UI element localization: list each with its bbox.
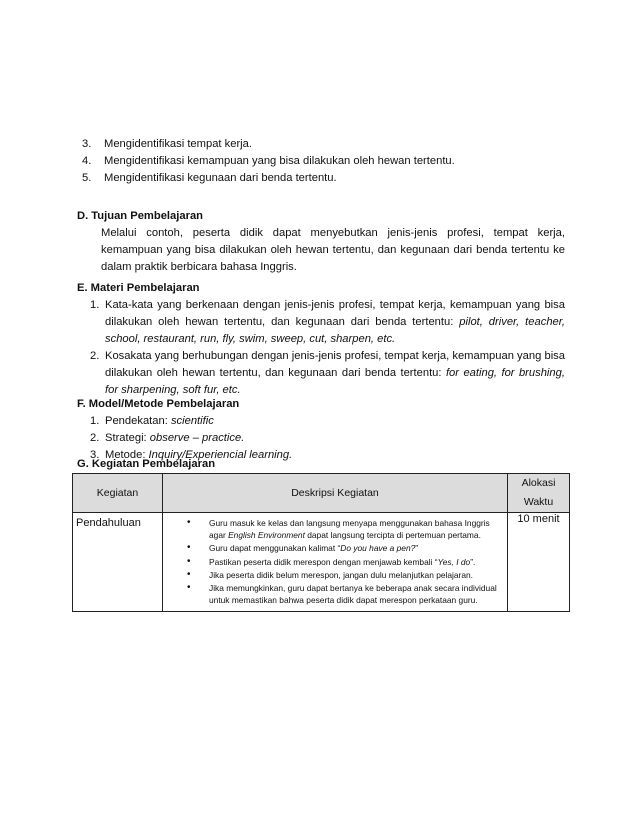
list-label: Strategi: <box>105 432 150 444</box>
list-value: Inquiry/Experiencial learning. <box>148 449 293 461</box>
list-item <box>82 170 582 187</box>
list-examples: pilot, driver, teacher, school, restaurant, run, fly, swim, sweep, cut, sharpen, etc. <box>105 316 565 345</box>
list-text: Kosakata yang berhubungan dengan jenis-jenis profesi, tempat kerja, kemampuan yang bisa dilakukan oleh hewan tertentu, dan kegunaan dari benda tertentu: <box>105 350 565 379</box>
list-label: Metode: <box>105 449 149 461</box>
section-tujuan <box>77 208 565 276</box>
activity-bullet <box>209 542 503 554</box>
bullet-emphasis: Do you have a pen? <box>340 543 416 554</box>
activity-bullet <box>209 556 503 568</box>
list-value: observe – practice. <box>149 432 245 444</box>
bullet-text-end: dapat langsung tercipta di pertemuan pertama. <box>304 530 481 541</box>
table-row <box>73 513 570 612</box>
list-number: 4. <box>82 155 92 167</box>
bullet-emphasis: English Environment <box>228 530 305 541</box>
cell-kegiatan: Pendahuluan <box>73 513 163 612</box>
bullet-text: Guru dapat menggunakan kalimat “ <box>209 543 341 554</box>
section-heading: F. Model/Metode Pembelajaran <box>77 398 240 410</box>
list-text: Kata-kata yang berkenaan dengan jenis-jenis profesi, tempat kerja, kemampuan yang bisa dilakukan oleh hewan tertentu, dan kegunaan dari benda tertentu: <box>105 299 565 328</box>
section-heading: E. Materi Pembelajaran <box>77 282 200 294</box>
list-text: Mengidentifikasi tempat kerja. <box>104 138 252 150</box>
section-heading: G. Kegiatan Pembelajaran <box>77 458 216 470</box>
section-heading: D. Tujuan Pembelajaran <box>77 210 203 222</box>
header-deskripsi: Deskripsi Kegiatan <box>163 474 508 513</box>
cell-waktu: 10 menit <box>508 513 570 612</box>
section-materi <box>77 280 565 399</box>
list-item <box>82 136 582 153</box>
list-item <box>90 348 565 399</box>
header-waktu: Waktu <box>523 496 554 508</box>
list-text: Mengidentifikasi kegunaan dari benda tertentu. <box>104 172 337 184</box>
list-number: 1. <box>90 299 100 311</box>
list-number: 3. <box>82 138 92 150</box>
list-value: scientific <box>170 415 214 427</box>
bullet-text: Pastikan peserta didik merespon dengan menjawab kembali “ <box>209 556 438 567</box>
bullet-emphasis: Yes, I do <box>437 556 471 567</box>
list-number: 2. <box>90 432 100 444</box>
list-item <box>90 413 565 430</box>
bullet-text: Guru masuk ke kelas dan langsung menyapa menggunakan bahasa Inggris agar <box>209 518 490 541</box>
header-kegiatan: Kegiatan <box>73 474 163 513</box>
activity-bullet <box>209 569 503 581</box>
section-model <box>77 396 565 464</box>
bullet-text: Jika memungkinkan, guru dapat bertanya ke beberapa anak secara individual untuk memastikan bahwa peserta didik dapat merespon perkataan guru. <box>209 583 497 606</box>
list-number: 3. <box>90 449 100 461</box>
list-number: 2. <box>90 350 100 362</box>
table-header-row <box>73 474 570 513</box>
activity-table <box>72 473 570 612</box>
list-item <box>90 297 565 348</box>
bullet-text-end: ” <box>415 543 419 554</box>
cell-deskripsi <box>163 513 508 612</box>
section-kegiatan <box>77 456 565 473</box>
activity-bullet <box>209 582 503 606</box>
list-examples: for eating, for brushing, for sharpening, soft fur, etc. <box>105 367 565 396</box>
list-text: Mengidentifikasi kemampuan yang bisa dilakukan oleh hewan tertentu. <box>104 155 455 167</box>
activity-bullet <box>209 517 503 541</box>
list-label: Pendekatan: <box>105 415 171 427</box>
bullet-text-end: ”. <box>470 556 476 567</box>
list-item <box>82 153 582 170</box>
section-paragraph: Melalui contoh, peserta didik dapat menyebutkan jenis-jenis profesi, tempat kerja, kemampuan yang bisa dilakukan oleh hewan tertentu, dan kegunaan dari benda tertentu ke dalam praktik berbicara bahasa Inggris. <box>101 227 565 273</box>
objective-list <box>82 136 582 187</box>
list-item <box>90 430 565 447</box>
list-number: 5. <box>82 172 92 184</box>
header-alokasi: Alokasi <box>521 477 556 489</box>
bullet-text: Jika peserta didik belum merespon, jangan dulu melanjutkan pelajaran. <box>209 569 473 580</box>
list-number: 1. <box>90 415 100 427</box>
header-alokasi-waktu <box>508 474 570 513</box>
